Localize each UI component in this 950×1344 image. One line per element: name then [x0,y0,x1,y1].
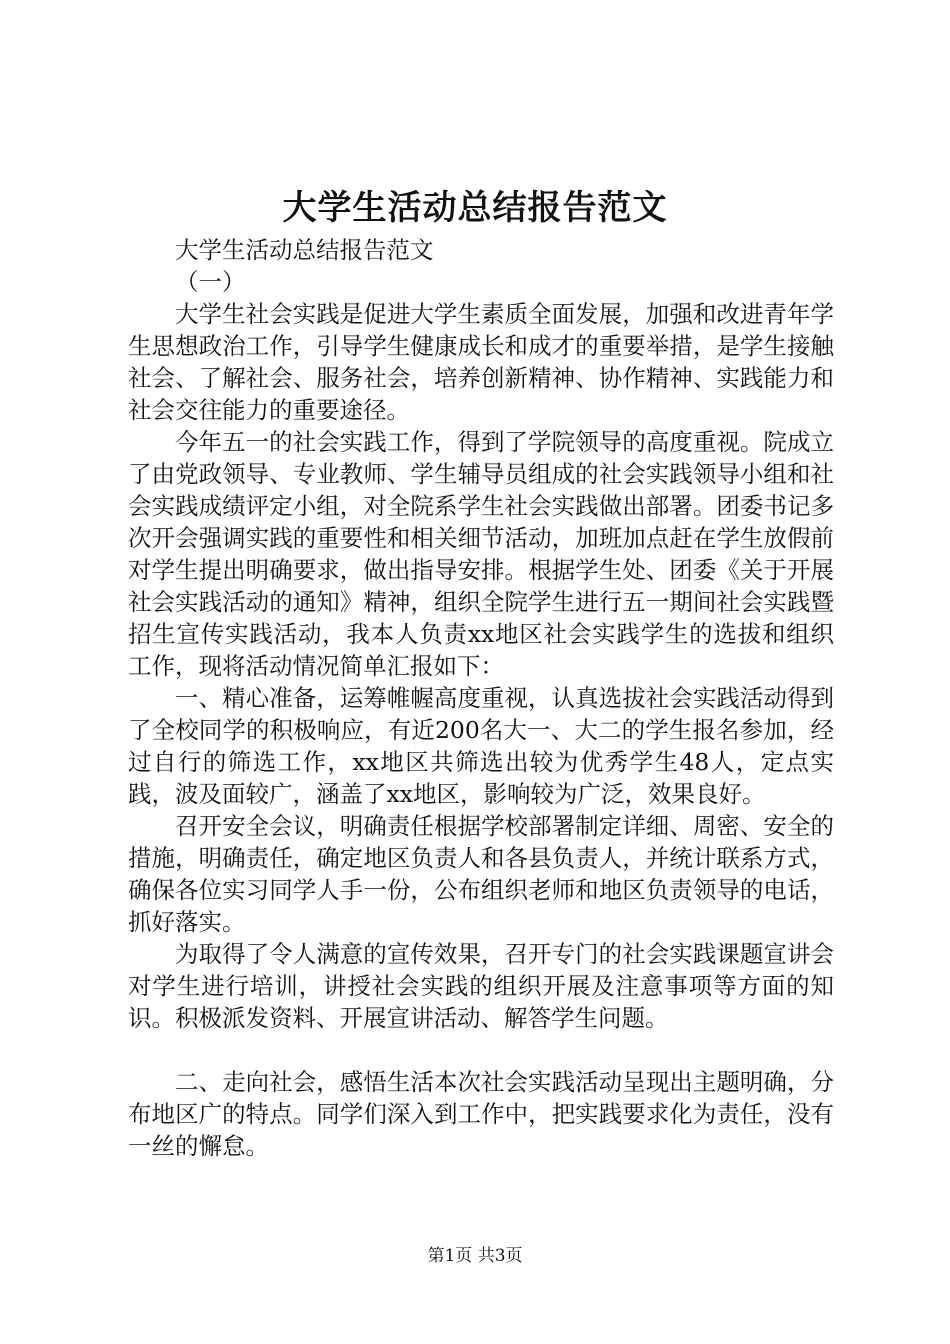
part-number: （一） [175,268,246,296]
paragraph-3: 一、精心准备，运筹帷幄高度重视，认真选拔社会实践活动得到了全校同学的积极响应，有近200名大一、大二的学生报名参加，经过自行的筛选工作，xx地区共筛选出较为优秀学生48人，定点实践，波及面较广，涵盖了xx地区，影响较为广泛，效果良好。 [128,684,834,808]
paragraph-5: 为取得了令人满意的宣传效果，召开专门的社会实践课题宣讲会对学生进行培训，讲授社会实践的组织开展及注意事项等方面的知识。积极派发资料、开展宣讲活动、解答学生问题。 [128,940,834,1032]
document-title: 大学生活动总结报告范文 [282,188,668,228]
document-body [128,234,834,1162]
paragraph-6: 二、走向社会，感悟生活本次社会实践活动呈现出主题明确，分布地区广的特点。同学们深入到工作中，把实践要求化为责任，没有一丝的懈怠。 [128,1068,834,1160]
paragraph-4: 召开安全会议，明确责任根据学校部署制定详细、周密、安全的措施，明确责任，确定地区负责人和各县负责人，并统计联系方式，确保各位实习同学人手一份，公布组织老师和地区负责领导的电话，抓好落实。 [128,812,834,936]
paragraph-1: 大学生社会实践是促进大学生素质全面发展，加强和改进青年学生思想政治工作，引导学生健康成长和成才的重要举措，是学生接触社会、了解社会、服务社会，培养创新精神、协作精神、实践能力和社会交往能力的重要途径。 [128,300,834,424]
paragraph-2: 今年五一的社会实践工作，得到了学院领导的高度重视。院成立了由党政领导、专业教师、学生辅导员组成的社会实践领导小组和社会实践成绩评定小组，对全院系学生社会实践做出部署。团委书记多次开会强调实践的重要性和相关细节活动，加班加点赶在学生放假前对学生提出明确要求，做出指导安排。根据学生处、团委《关于开展社会实践活动的通知》精神，组织全院学生进行五一期间社会实践暨招生宣传实践活动，我本人负责xx地区社会实践学生的选拔和组织工作，现将活动情况简单汇报如下： [128,428,834,680]
page-footer: 第1页 共3页 [427,1246,523,1266]
document-subtitle: 大学生活动总结报告范文 [175,236,434,264]
